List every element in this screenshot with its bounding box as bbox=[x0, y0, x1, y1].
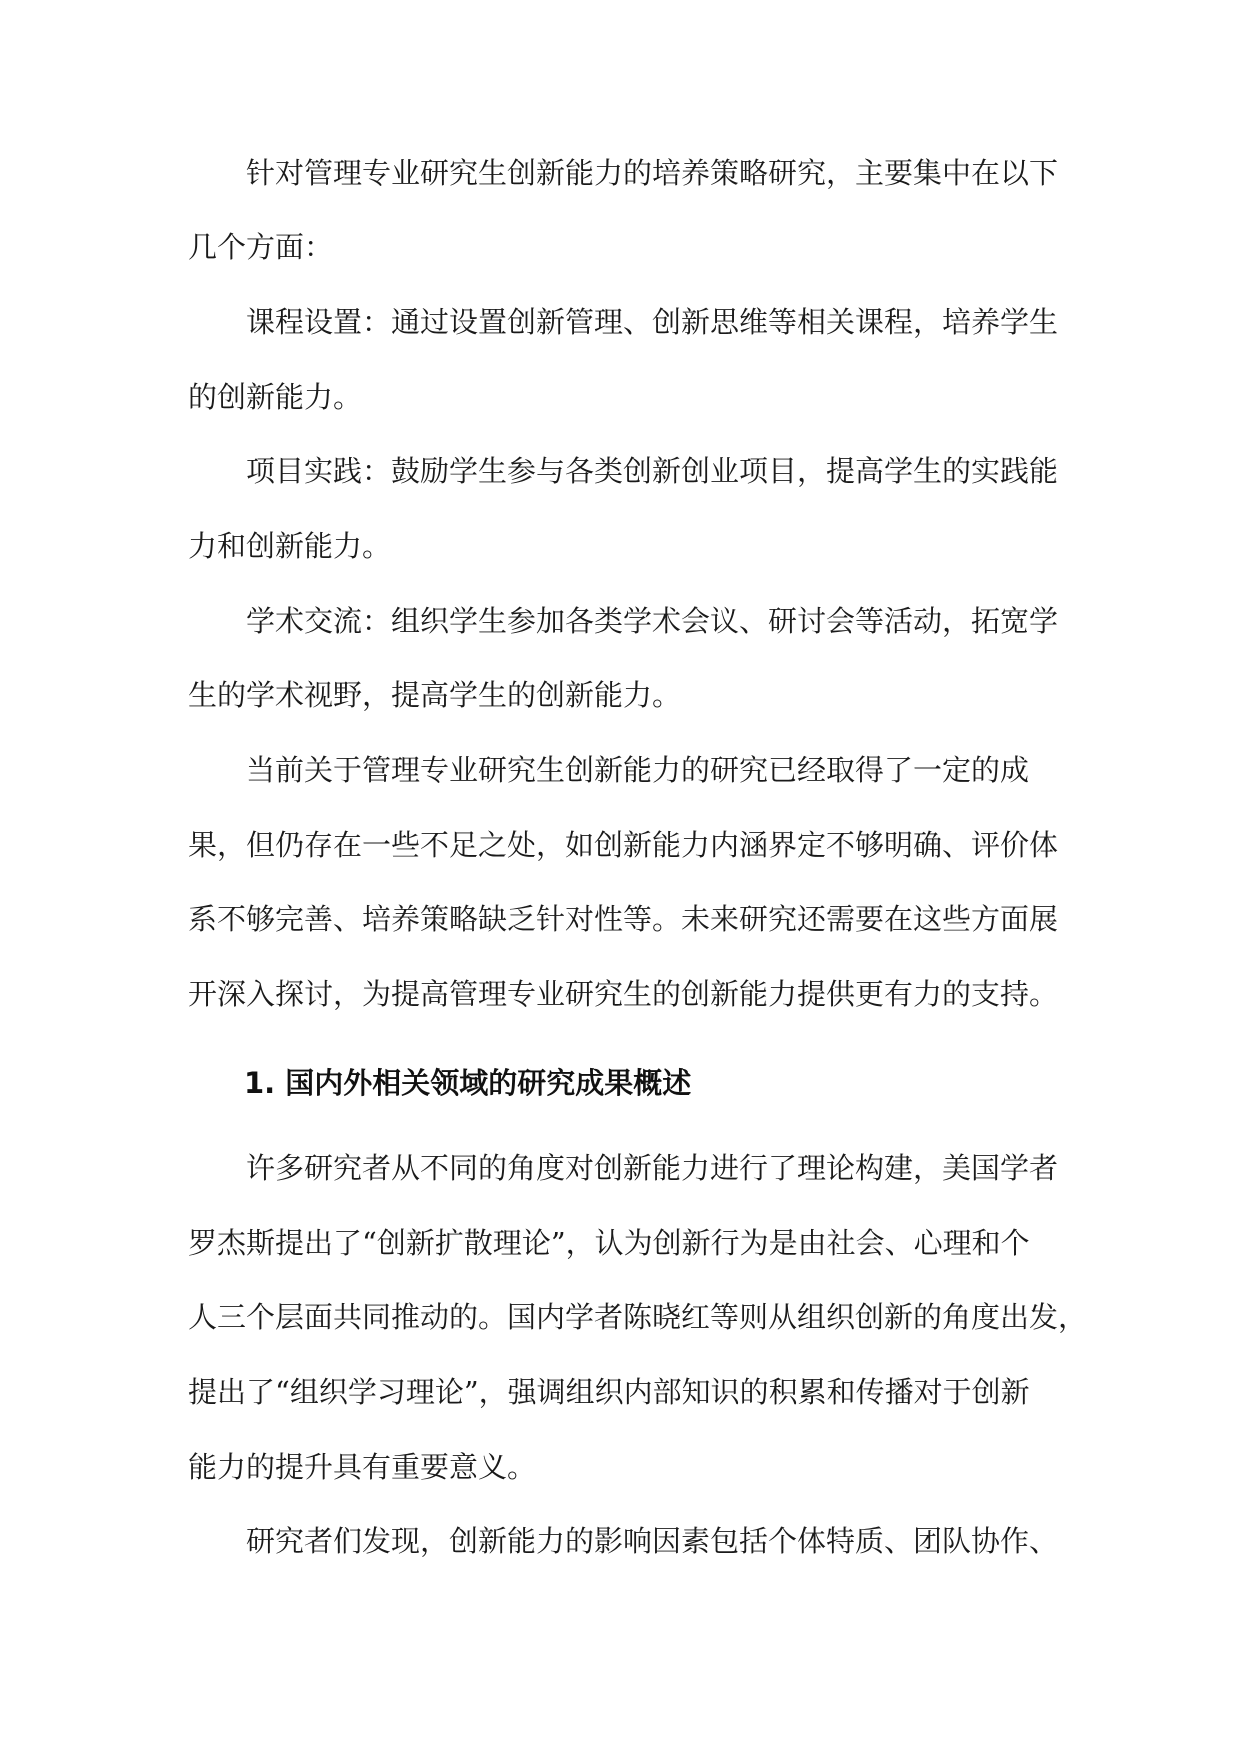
paragraph-5-line-1: 当前关于管理专业研究生创新能力的研究已经取得了一定的成 bbox=[246, 753, 1030, 787]
paragraph-5-line-4: 开深入探讨，为提高管理专业研究生的创新能力提供更有力的支持。 bbox=[188, 977, 1059, 1011]
paragraph-7-line-1: 研究者们发现，创新能力的影响因素包括个体特质、团队协作、 bbox=[246, 1524, 1059, 1558]
paragraph-6-line-2: 罗杰斯提出了“创新扩散理论”，认为创新行为是由社会、心理和个 bbox=[188, 1226, 1030, 1260]
paragraph-6-line-3: 人三个层面共同推动的。国内学者陈晓红等则从组织创新的角度出发， bbox=[188, 1300, 1088, 1334]
paragraph-1-line-2: 几个方面： bbox=[188, 230, 334, 264]
paragraph-6-line-1: 许多研究者从不同的角度对创新能力进行了理论构建，美国学者 bbox=[246, 1151, 1059, 1185]
paragraph-6-line-5: 能力的提升具有重要意义。 bbox=[188, 1450, 537, 1484]
paragraph-3-line-1: 项目实践：鼓励学生参与各类创新创业项目，提高学生的实践能 bbox=[246, 454, 1059, 488]
paragraph-1-line-1: 针对管理专业研究生创新能力的培养策略研究，主要集中在以下 bbox=[246, 156, 1059, 190]
paragraph-5-line-2: 果，但仍存在一些不足之处，如创新能力内涵界定不够明确、评价体 bbox=[188, 828, 1059, 862]
section-heading: 1. 国内外相关领域的研究成果概述 bbox=[244, 1066, 692, 1100]
paragraph-4-line-1: 学术交流：组织学生参加各类学术会议、研讨会等活动，拓宽学 bbox=[246, 604, 1059, 638]
paragraph-2-line-1: 课程设置：通过设置创新管理、创新思维等相关课程，培养学生 bbox=[246, 305, 1059, 339]
paragraph-5-line-3: 系不够完善、培养策略缺乏针对性等。未来研究还需要在这些方面展 bbox=[188, 902, 1059, 936]
paragraph-4-line-2: 生的学术视野，提高学生的创新能力。 bbox=[188, 678, 682, 712]
paragraph-3-line-2: 力和创新能力。 bbox=[188, 529, 392, 563]
paragraph-6-line-4: 提出了“组织学习理论”，强调组织内部知识的积累和传播对于创新 bbox=[188, 1375, 1030, 1409]
paragraph-2-line-2: 的创新能力。 bbox=[188, 380, 363, 414]
